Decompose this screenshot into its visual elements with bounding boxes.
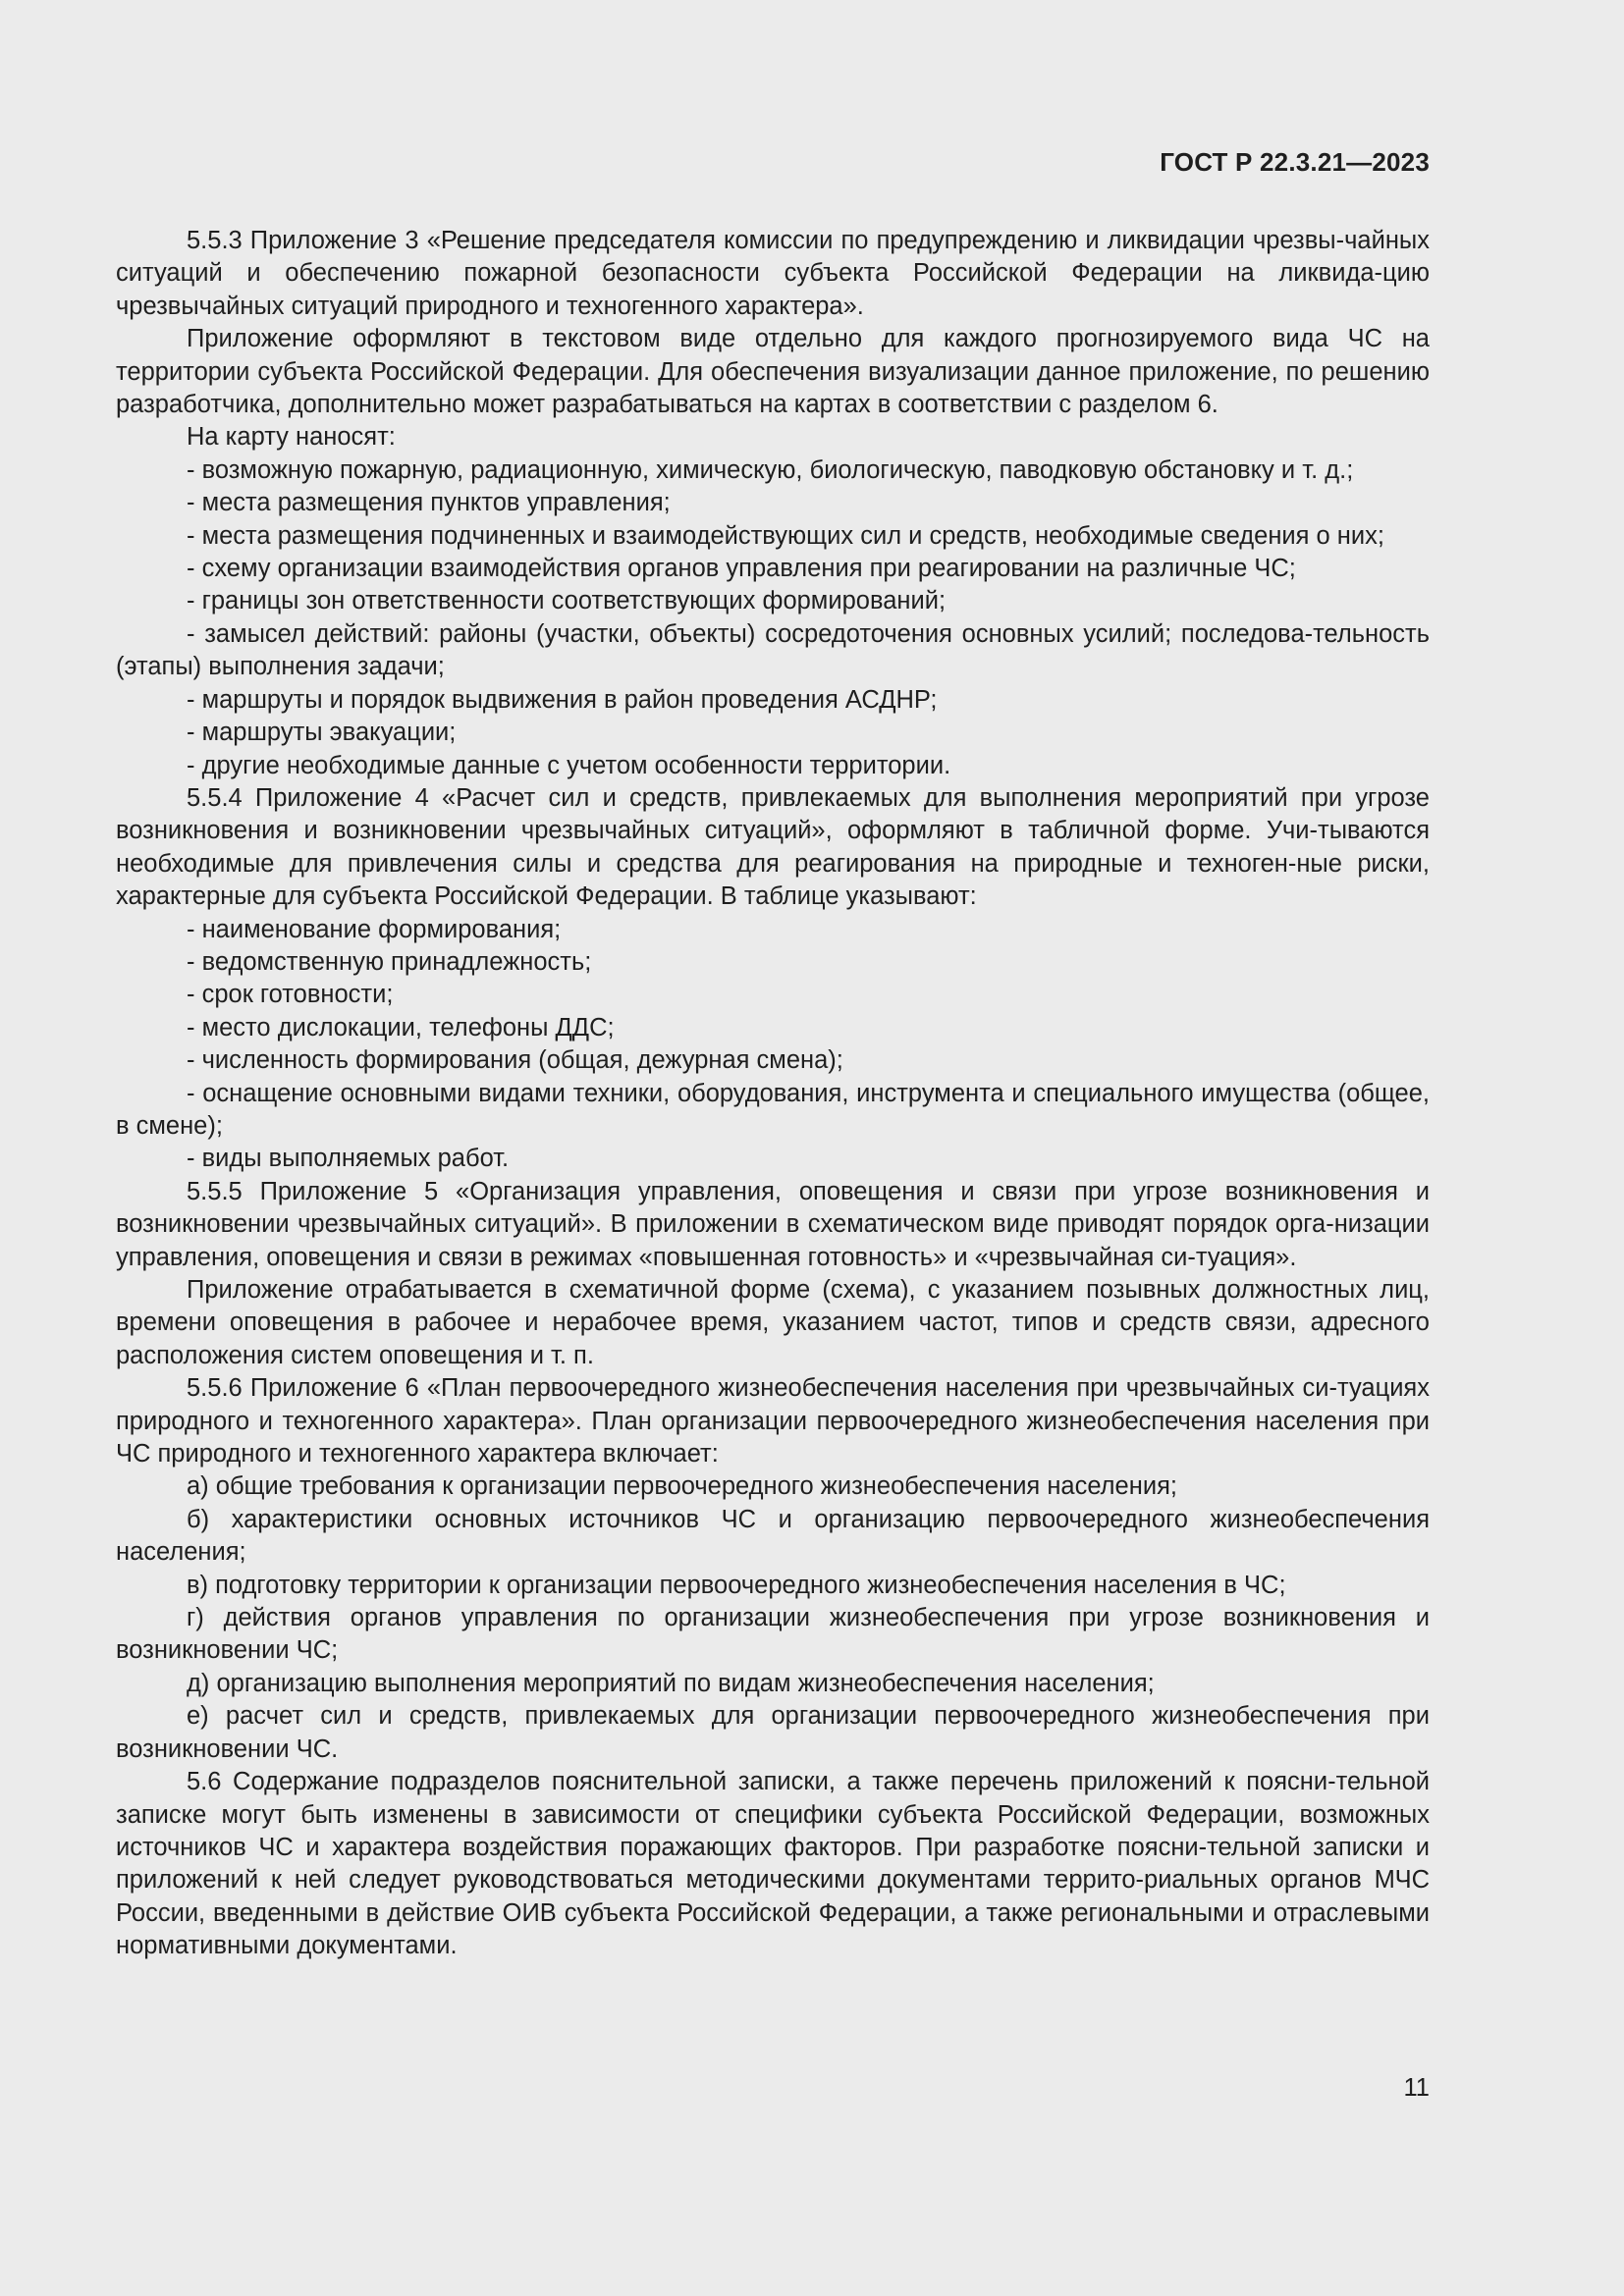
list-item: в) подготовку территории к организации первоочередного жизнеобеспечения населения в ЧС;: [187, 1571, 1286, 1599]
page-number: 11: [1403, 2074, 1430, 2102]
list-item: - границы зон ответственности соответствующих формирований;: [187, 587, 947, 615]
list-item: - ведомственную принадлежность;: [187, 947, 592, 976]
paragraph: Приложение оформляют в текстовом виде отдельно для каждого прогнозируемого вида ЧС на территории субъекта Российской Федерации. Для обеспечения визуализации данное приложение, по решению разработчика, дополнительно может разрабатываться на картах в соответствии с разделом 6.: [116, 325, 1430, 419]
paragraph-5-5-4: 5.5.4 Приложение 4 «Расчет сил и средств, привлекаемых для выполнения мероприятий при угрозе возникновения и возникновении чрезвычайных ситуаций», оформляют в табличной форме. Учи-тываются необходимые для привлечения силы и средства для реагирования на природные и техноген-ные риски, характерные для субъекта Российской Федерации. В таблице указывают:: [116, 783, 1430, 911]
list-item: - численность формирования (общая, дежурная смена);: [187, 1046, 843, 1075]
list-item: - срок готовности;: [187, 981, 394, 1009]
list-item: - другие необходимые данные с учетом особенности территории.: [187, 751, 951, 779]
list-item: - замысел действий: районы (участки, объекты) сосредоточения основных усилий; последова-тельность (этапы) выполнения задачи;: [116, 619, 1430, 681]
paragraph-5-5-3: 5.5.3 Приложение 3 «Решение председателя комиссии по предупреждению и ликвидации чрезвы-чайных ситуаций и обеспечению пожарной безопасности субъекта Российской Федерации на ликвида-цию чрезвычайных ситуаций природного и техногенного характера».: [116, 227, 1430, 320]
list-item: - маршруты эвакуации;: [187, 719, 457, 747]
list-item: - возможную пожарную, радиационную, химическую, биологическую, паводковую обстановку и т. д.;: [187, 455, 1354, 484]
list-item: - место дислокации, телефоны ДДС;: [187, 1013, 615, 1041]
document-header: ГОСТ Р 22.3.21—2023: [1160, 147, 1430, 177]
list-item: - маршруты и порядок выдвижения в район проведения АСДНР;: [187, 685, 938, 714]
list-item: - виды выполняемых работ.: [187, 1145, 510, 1173]
list-item: - места размещения подчиненных и взаимодействующих сил и средств, необходимые сведения о них;: [187, 521, 1384, 550]
paragraph: На карту наносят:: [187, 423, 396, 452]
paragraph-5-6: 5.6 Содержание подразделов пояснительной записки, а также перечень приложений к поясни-тельной записке могут быть изменены в зависимости от специфики субъекта Российской Федерации, возможных источников ЧС и характера воздействия поражающих факторов. При разработке поясни-тельной записки и приложений к ней следует руководствоваться методическими документами террито-риальных органов МЧС России, введенными в действие ОИВ субъекта Российской Федерации, а также региональными и отраслевыми нормативными документами.: [116, 1768, 1430, 1960]
list-item: - схему организации взаимодействия органов управления при реагировании на различные ЧС;: [187, 555, 1296, 583]
list-item: б) характеристики основных источников ЧС и организацию первоочередного жизнеобеспечения населения;: [116, 1505, 1430, 1567]
list-item: д) организацию выполнения мероприятий по видам жизнеобеспечения населения;: [187, 1669, 1155, 1697]
list-item: - места размещения пунктов управления;: [187, 489, 671, 517]
list-item: - наименование формирования;: [187, 915, 562, 943]
list-item: а) общие требования к организации первоочередного жизнеобеспечения населения;: [187, 1472, 1177, 1501]
list-item: е) расчет сил и средств, привлекаемых для организации первоочередного жизнеобеспечения при возникновении ЧС.: [116, 1702, 1430, 1763]
paragraph-5-5-5: 5.5.5 Приложение 5 «Организация управления, оповещения и связи при угрозе возникновения и возникновении чрезвычайных ситуаций». В приложении в схематическом виде приводят порядок орга-низации управления, оповещения и связи в режимах «повышенная готовность» и «чрезвычайная си-туация».: [116, 1177, 1430, 1271]
paragraph: Приложение отрабатывается в схематичной форме (схема), с указанием позывных должностных лиц, времени оповещения в рабочее и нерабочее время, указанием частот, типов и средств связи, адресного расположения систем оповещения и т. п.: [116, 1276, 1430, 1369]
list-item: - оснащение основными видами техники, оборудования, инструмента и специального имущества (общее, в смене);: [116, 1079, 1430, 1140]
document-body: [116, 225, 1430, 1963]
paragraph-5-5-6: 5.5.6 Приложение 6 «План первоочередного жизнеобеспечения населения при чрезвычайных си-туациях природного и техногенного характера». План организации первоочередного жизнеобеспечения населения при ЧС природного и техногенного характера включает:: [116, 1374, 1430, 1468]
list-item: г) действия органов управления по организации жизнеобеспечения при угрозе возникновения и возникновении ЧС;: [116, 1604, 1430, 1665]
